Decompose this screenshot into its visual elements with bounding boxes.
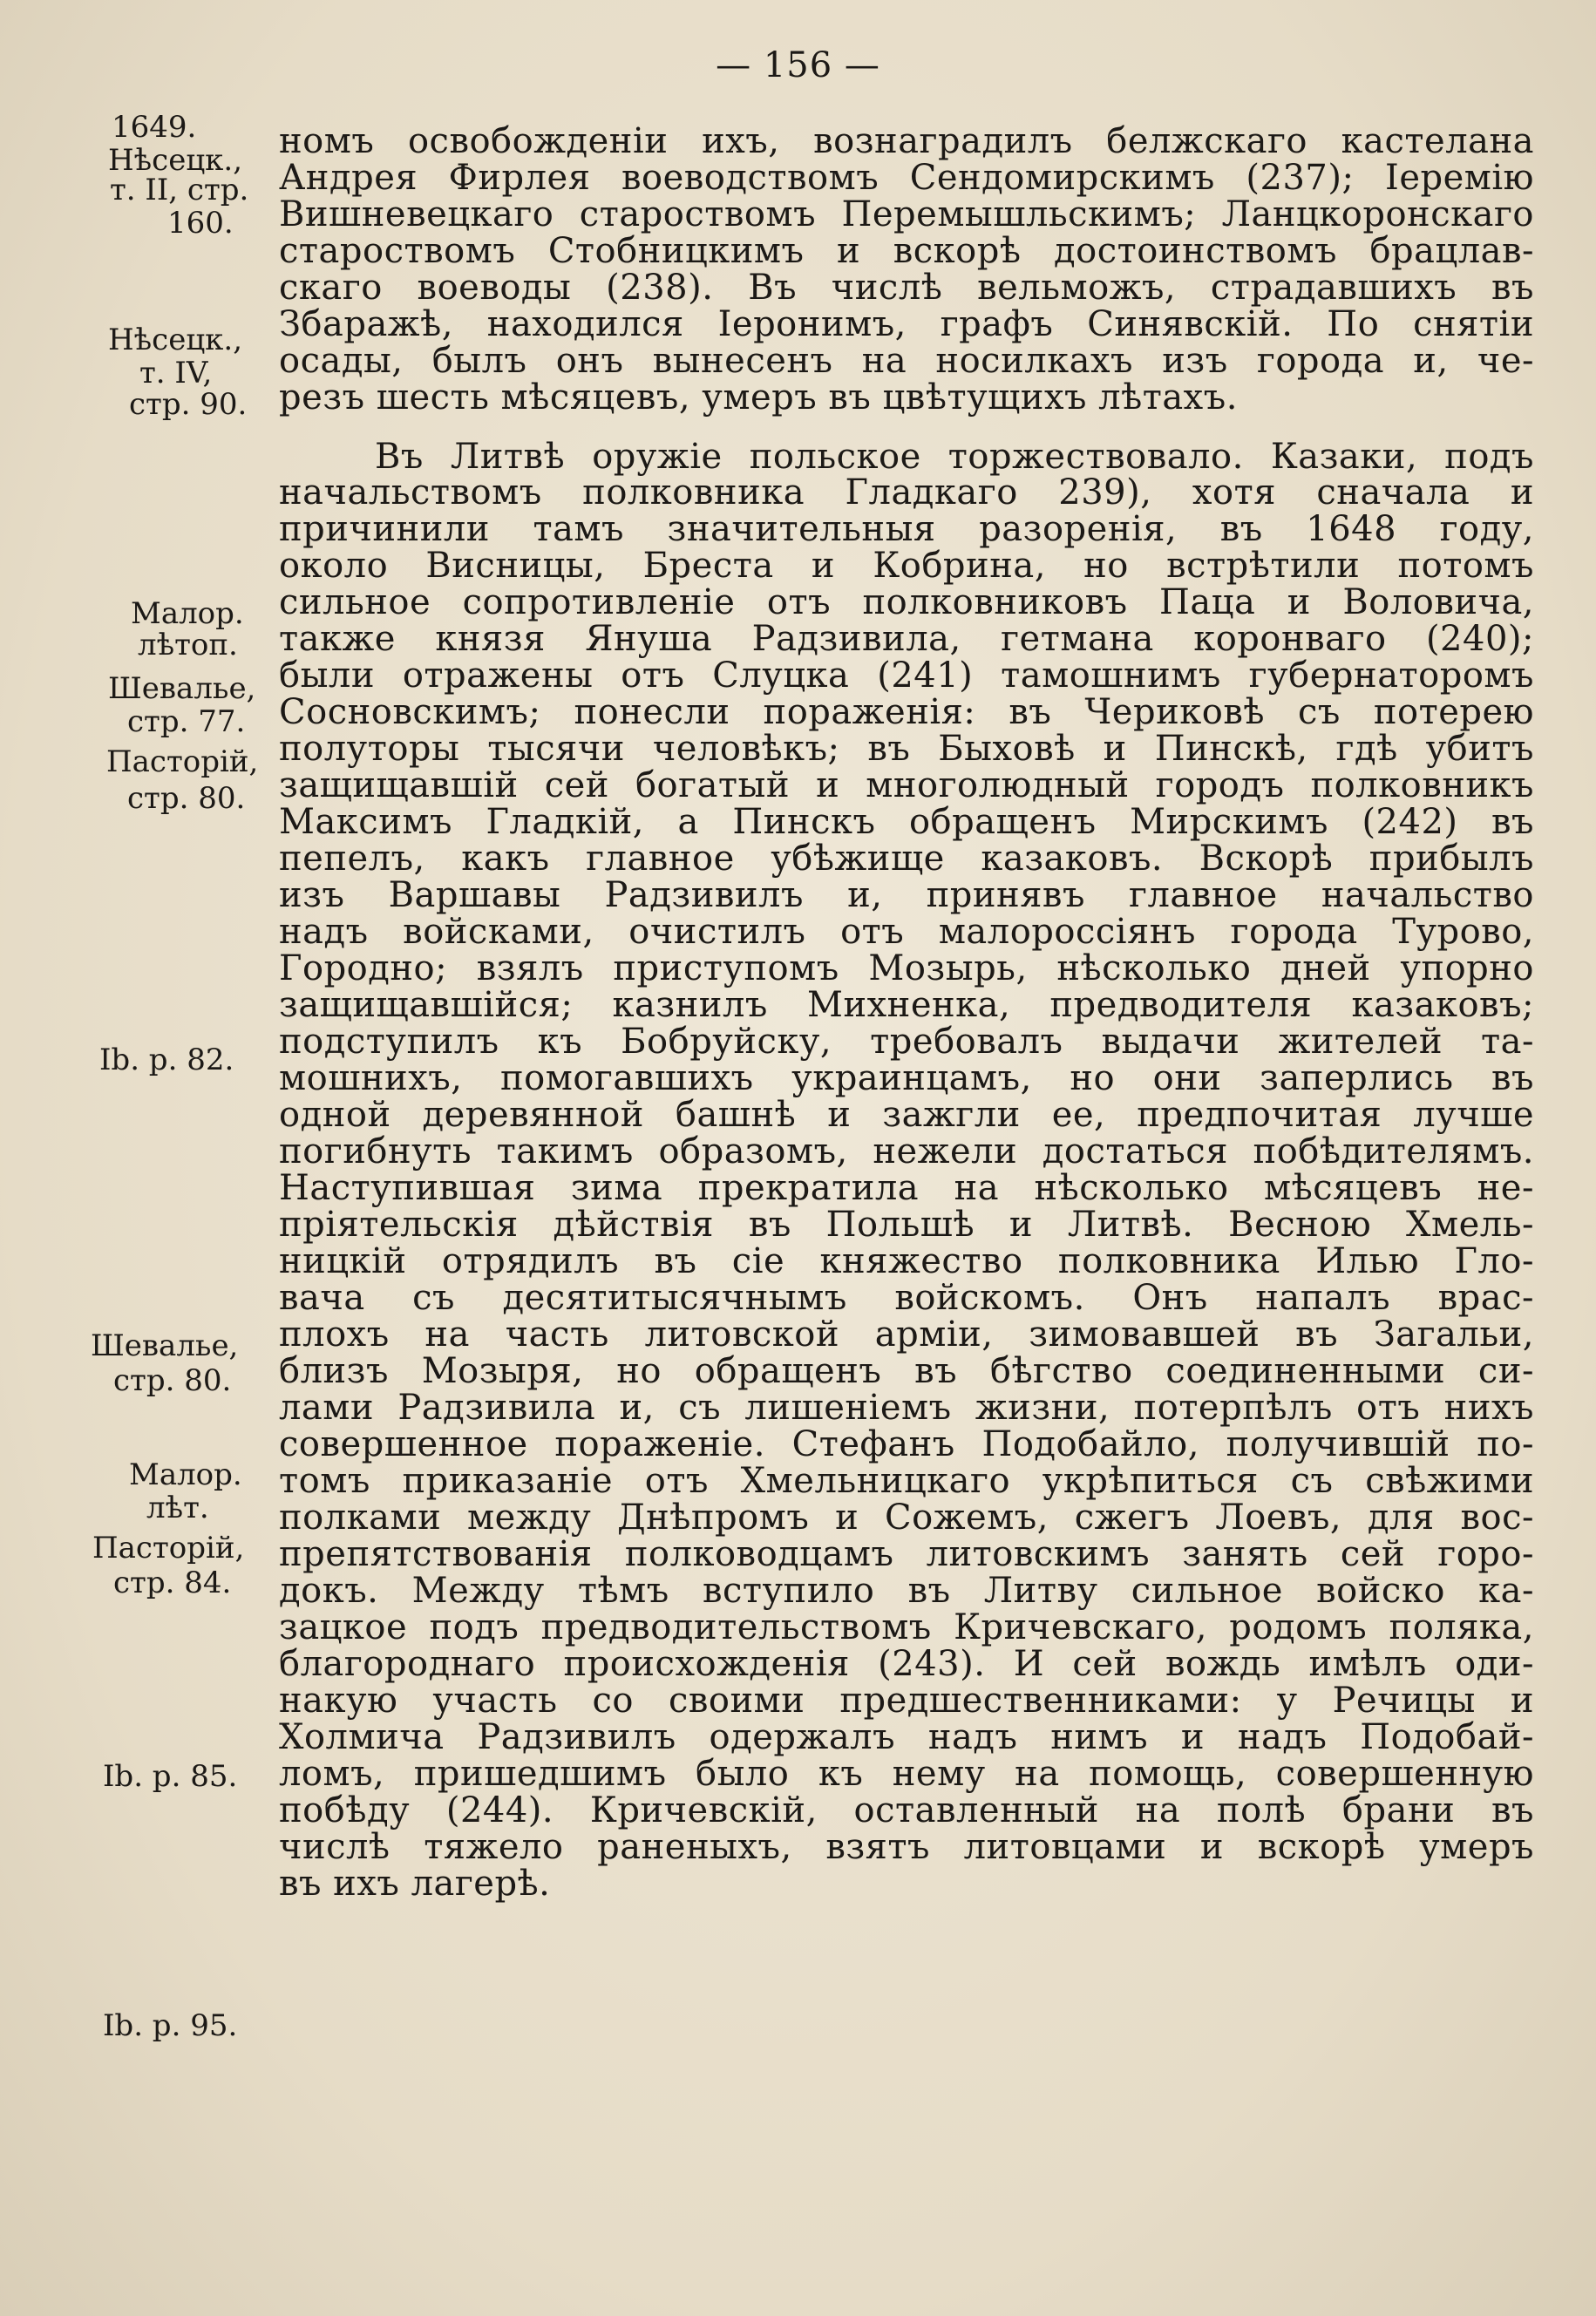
margin-note: Малор. — [129, 1457, 242, 1492]
text-line: зацкое подъ предводительствомъ Кричевскаго, родомъ поляка, — [279, 1607, 1534, 1647]
text-line: Андрея Фирлея воеводствомъ Сендомирскимъ (237); Іеремію — [279, 158, 1534, 198]
text-line: также князя Януша Радзивила, гетмана коронваго (240); — [279, 619, 1534, 659]
text-line: томъ приказаніе отъ Хмельницкаго укрѣпиться съ свѣжими — [279, 1461, 1534, 1501]
text-line: лами Радзивила и, съ лишеніемъ жизни, потерпѣлъ отъ нихъ — [279, 1388, 1534, 1428]
text-line: одной деревянной башнѣ и зажгли ее, предпочитая лучше — [279, 1095, 1534, 1135]
text-line: сильное сопротивленіе отъ полковниковъ Паца и Воловича, — [279, 582, 1534, 622]
margin-note: Малор. — [131, 596, 244, 631]
margin-note: лѣтоп. — [138, 628, 238, 662]
text-line: докъ. Между тѣмъ вступило въ Литву сильное войско ка- — [279, 1571, 1534, 1611]
text-line: Збаражѣ, находился Іеронимъ, графъ Синявскій. По снятіи — [279, 304, 1534, 344]
text-line: побѣду (244). Кричевскій, оставленный на полѣ брани въ — [279, 1790, 1534, 1830]
text-line: были отражены отъ Слуцка (241) тамошнимъ губернаторомъ — [279, 655, 1534, 696]
margin-note: т. II, стр. — [110, 173, 249, 207]
text-line: мошнихъ, помогавшихъ украинцамъ, но они заперлись въ — [279, 1058, 1534, 1098]
text-line: Максимъ Гладкій, а Пинскъ обращенъ Мирскимъ (242) въ — [279, 802, 1534, 842]
text-line: совершенное пораженіе. Стефанъ Подобайло, получившій по- — [279, 1424, 1534, 1464]
text-line: числѣ тяжело раненыхъ, взятъ литовцами и вскорѣ умеръ — [279, 1827, 1534, 1867]
text-line: Наступившая зима прекратила на нѣсколько мѣсяцевъ не- — [279, 1168, 1534, 1208]
margin-note: стр. 90. — [129, 387, 248, 422]
text-line: около Висницы, Бреста и Кобрина, но встрѣтили потомъ — [279, 546, 1534, 586]
margin-note: стр. 84. — [113, 1566, 232, 1600]
text-line: пріятельскія дѣйствія въ Польшѣ и Литвѣ. Весною Хмель- — [279, 1205, 1534, 1245]
margin-note: Пасторій, — [92, 1531, 245, 1566]
text-line: скаго воеводы (238). Въ числѣ вельможъ, страдавшихъ въ — [279, 268, 1534, 308]
margin-note: лѣт. — [146, 1491, 209, 1525]
text-line: причинили тамъ значительныя разоренія, въ 1648 году, — [279, 509, 1534, 549]
text-line: накую участь со своими предшественниками: у Речицы и — [279, 1681, 1534, 1721]
margin-note: Ib. p. 95. — [103, 2008, 238, 2043]
margin-note: 160. — [167, 206, 234, 241]
margin-note: Ib. p. 82. — [99, 1043, 234, 1077]
text-line: Вишневецкаго староствомъ Перемышльскимъ; Ланцкоронскаго — [279, 194, 1534, 234]
text-line: защищавшійся; казнилъ Михненка, предводителя казаковъ; — [279, 985, 1534, 1025]
margin-note: т. IV, — [139, 356, 213, 391]
text-line: близъ Мозыря, но обращенъ въ бѣгство соединенными си- — [279, 1351, 1534, 1391]
margin-note: Шевалье, — [91, 1328, 239, 1363]
text-line: Сосновскимъ; понесли пораженія: въ Чериковѣ съ потерею — [279, 692, 1534, 732]
text-line: благороднаго происхожденія (243). И сей вождь имѣлъ оди- — [279, 1644, 1534, 1684]
text-line: защищавшій сей богатый и многолюдный городъ полковникъ — [279, 765, 1534, 805]
text-line: Холмича Радзивилъ одержалъ надъ нимъ и надъ Подобай- — [279, 1717, 1534, 1757]
text-line: препятствованія полководцамъ литовскимъ занять сей горо- — [279, 1534, 1534, 1574]
text-line: резъ шесть мѣсяцевъ, умеръ въ цвѣтущихъ лѣтахъ. — [279, 377, 1238, 418]
margin-note: стр. 80. — [113, 1363, 232, 1398]
text-line: номъ освобожденіи ихъ, вознаградилъ белжскаго кастелана — [279, 121, 1534, 161]
text-line: погибнуть такимъ образомъ, нежели достаться побѣдителямъ. — [279, 1131, 1534, 1172]
text-line: изъ Варшавы Радзивилъ и, принявъ главное начальство — [279, 875, 1534, 915]
margin-note: Шевалье, — [108, 671, 256, 706]
text-line: Городно; взялъ приступомъ Мозырь, нѣсколько дней упорно — [279, 948, 1534, 988]
text-line: вача съ десятитысячнымъ войскомъ. Онъ напалъ врас- — [279, 1278, 1534, 1318]
text-line: надъ войсками, очистилъ отъ малороссіянъ города Турово, — [279, 912, 1534, 952]
text-line: староствомъ Стобницкимъ и вскорѣ достоинствомъ брацлав- — [279, 231, 1534, 271]
text-line: плохъ на часть литовской арміи, зимовавшей въ Загальи, — [279, 1314, 1534, 1355]
margin-note: Пасторій, — [106, 744, 259, 779]
text-line: полками между Днѣпромъ и Сожемъ, сжегъ Лоевъ, для вос- — [279, 1498, 1534, 1538]
margin-note: Нѣсецк., — [108, 143, 243, 178]
text-line: въ ихъ лагерѣ. — [279, 1864, 551, 1904]
text-line: ломъ, пришедшимъ было къ нему на помощь, совершенную — [279, 1754, 1534, 1794]
text-line: полуторы тысячи человѣкъ; въ Быховѣ и Пинскѣ, гдѣ убитъ — [279, 729, 1534, 769]
text-line: осады, былъ онъ вынесенъ на носилкахъ изъ города и, че- — [279, 341, 1534, 381]
margin-note: стр. 77. — [127, 704, 246, 739]
text-line: начальствомъ полковника Гладкаго 239), хотя сначала и — [279, 472, 1534, 513]
margin-note: 1649. — [112, 110, 197, 145]
text-line: подступилъ къ Бобруйску, требовалъ выдачи жителей та- — [279, 1022, 1534, 1062]
margin-note: Нѣсецк., — [108, 323, 243, 357]
margin-note: стр. 80. — [127, 781, 246, 816]
page-number: — 156 — — [716, 45, 880, 85]
margin-note: Ib. p. 85. — [103, 1759, 238, 1794]
text-line: Въ Литвѣ оружіе польское торжествовало. Казаки, подъ — [375, 437, 1534, 477]
text-line: пепелъ, какъ главное убѣжище казаковъ. Вскорѣ прибылъ — [279, 839, 1534, 879]
text-line: ницкій отрядилъ въ сіе княжество полковника Илью Гло- — [279, 1241, 1534, 1281]
